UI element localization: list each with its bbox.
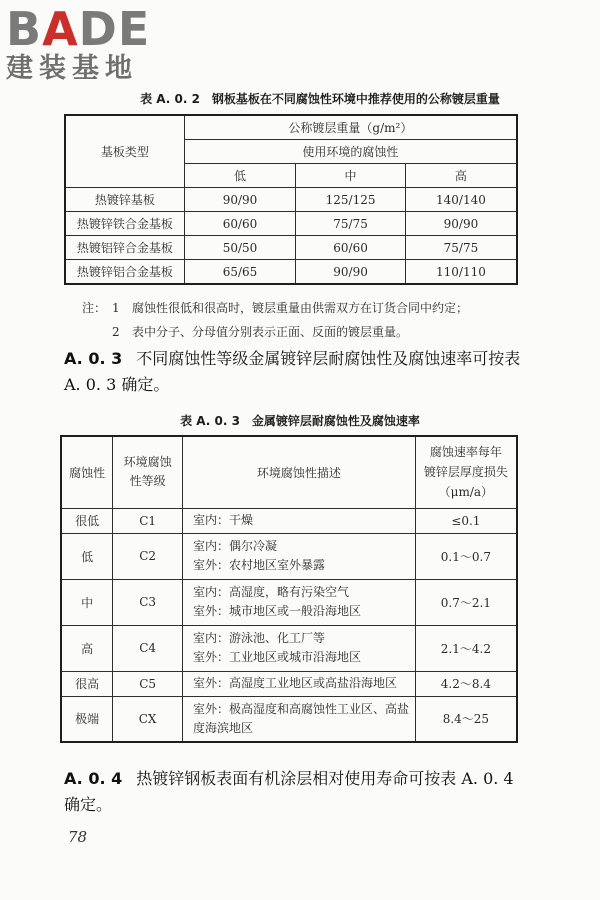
level-header-high: 高 (405, 164, 517, 188)
level-header-low: 低 (184, 164, 295, 188)
table-a02-caption: 表 A. 0. 2 钢板基板在不同腐蚀性环境中推荐使用的公称镀层重量 (140, 92, 500, 106)
header-corrosivity: 腐蚀性 (61, 436, 113, 508)
note-item: 注： 1 腐蚀性很低和很高时，镀层重量由供需双方在订货合同中约定； (82, 301, 469, 315)
table-row: 中 C3 室内：高湿度，略有污染空气 室外：城市地区或一般沿海地区 0.7～2.1 (61, 579, 517, 625)
clause-number: A. 0. 3 (64, 349, 123, 368)
logo-chinese-name: 建装基地 (6, 53, 138, 84)
clause-text: 不同腐蚀性等级金属镀锌层耐腐蚀性及腐蚀速率可按表 A. 0. 3 确定。 (64, 349, 521, 394)
table-a02-row-header: 基板类型 (65, 115, 184, 188)
table-a02 (64, 114, 518, 285)
clause-a04 (64, 766, 534, 818)
table-row: 热镀铝锌合金基板 50/50 60/60 75/75 (65, 236, 517, 260)
table-a02-sub-header: 使用环境的腐蚀性 (184, 140, 517, 164)
logo-wordmark: BADE (6, 2, 151, 56)
clause-a03 (64, 346, 534, 398)
table-a03-caption: 表 A. 0. 3 金属镀锌层耐腐蚀性及腐蚀速率 (180, 414, 420, 428)
level-header-mid: 中 (296, 164, 406, 188)
table-a02-group-header: 公称镀层重量（g/m²） (184, 115, 517, 140)
table-a02-notes (82, 296, 468, 344)
logo-accent-letter: A (42, 2, 79, 56)
table-row: 高 C4 室内：游泳池、化工厂等 室外：工业地区或城市沿海地区 2.1～4.2 (61, 625, 517, 671)
note-item: 2 表中分子、分母值分别表示正面、反面的镀层重量。 (112, 325, 409, 339)
table-row: 低 C2 室内：偶尔冷凝 室外：农村地区室外暴露 0.1～0.7 (61, 533, 517, 579)
table-row: 很高 C5 室外：高湿度工业地区或高盐沿海地区 4.2～8.4 (61, 671, 517, 696)
table-row: 极端 CX 室外：极高湿度和高腐蚀性工业区、高盐 度海滨地区 8.4～25 (61, 696, 517, 742)
page-number: 78 (68, 828, 88, 846)
brand-logo (6, 4, 176, 84)
clause-text: 热镀锌钢板表面有机涂层相对使用寿命可按表 A. 0. 4 确定。 (64, 769, 514, 814)
table-a03 (60, 435, 518, 743)
table-row: 热镀锌基板 90/90 125/125 140/140 (65, 188, 517, 212)
table-row: 很低 C1 室内：干燥 ≤0.1 (61, 508, 517, 533)
header-description: 环境腐蚀性描述 (182, 436, 415, 508)
table-row: 热镀锌铝合金基板 65/65 90/90 110/110 (65, 260, 517, 285)
clause-number: A. 0. 4 (64, 769, 123, 788)
table-row: 热镀锌铁合金基板 60/60 75/75 90/90 (65, 212, 517, 236)
header-rate: 腐蚀速率每年 镀锌层厚度损失 （μm/a） (415, 436, 517, 508)
header-grade: 环境腐蚀 性等级 (113, 436, 183, 508)
